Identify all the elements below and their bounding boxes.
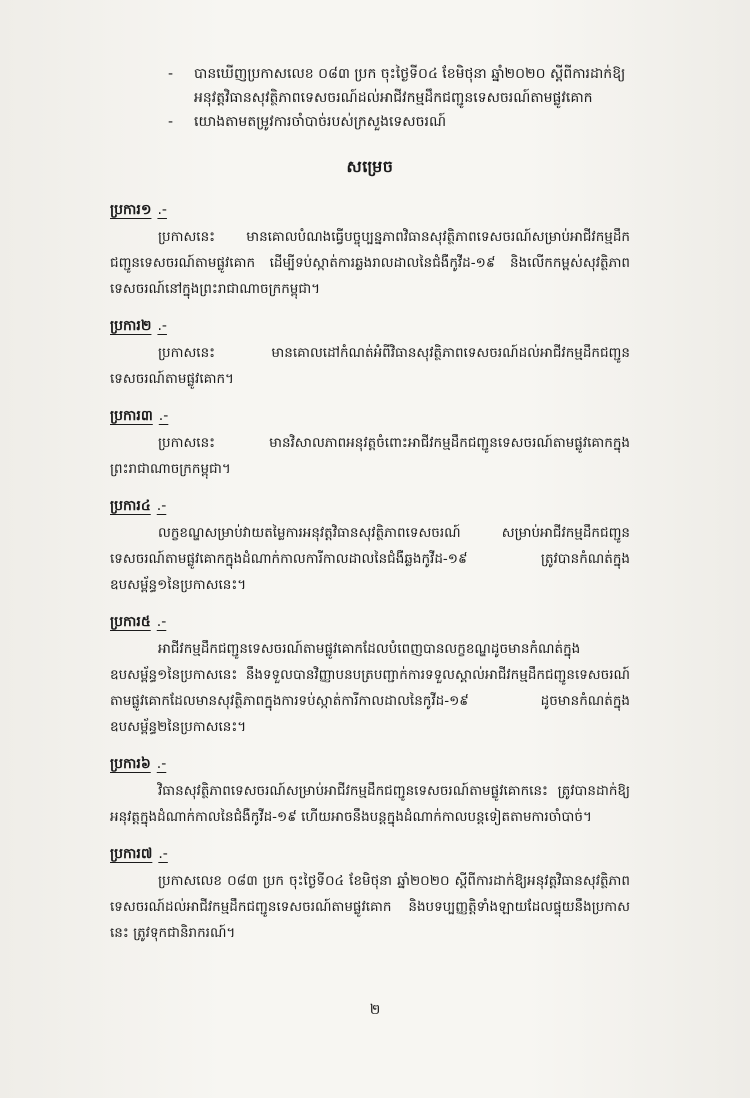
article-title: ប្រការ៦ .- bbox=[110, 756, 167, 772]
article-body: ប្រកាសលេខ ០៨៣ ប្រក ចុះថ្ងៃទី០៤ ខែមិថុនា ឆ្នាំ២០២០ ស្តីពីការដាក់ឱ្យអនុវត្តវិធានសុវត្ថិភាពទេសចរណ៍ដល់អាជីវកម្មដឹកជញ្ជូនទេសចរណ៍តាមផ្លូវគោក និងបទប្បញ្ញត្តិទាំងឡាយដែលផ្ទុយនឹងប្រកាសនេះ ត្រូវទុកជានិរាករណ៍។ bbox=[110, 873, 630, 941]
article-1 bbox=[110, 198, 630, 302]
article-6 bbox=[110, 752, 630, 830]
article-4 bbox=[110, 494, 630, 598]
article-title: ប្រការ២ .- bbox=[110, 318, 167, 334]
article-title: ប្រការ៥ .- bbox=[110, 614, 167, 630]
preamble-item bbox=[168, 110, 630, 134]
decision-heading: សម្រេច bbox=[346, 157, 394, 176]
article-2 bbox=[110, 314, 630, 392]
article-body: ប្រកាសនេះ មានគោលដៅកំណត់អំពីវិធានសុវត្ថិភាពទេសចរណ៍ដល់អាជីវកម្មដឹកជញ្ជូនទេសចរណ៍តាមផ្លូវគោក។ bbox=[110, 345, 630, 387]
preamble-list bbox=[168, 62, 630, 134]
bullet-dash: - bbox=[168, 114, 174, 130]
article-body: វិធានសុវត្ថិភាពទេសចរណ៍សម្រាប់អាជីវកម្មដឹកជញ្ជូនទេសចរណ៍តាមផ្លូវគោកនេះ ត្រូវបានដាក់ឱ្យអនុវត្តក្នុងដំណាក់កាលនៃជំងឺកូវីដ-១៩ ហើយអាចនឹងបន្តក្នុងដំណាក់កាលបន្តទៀតតាមការចាំបាច់។ bbox=[110, 783, 630, 825]
article-3 bbox=[110, 404, 630, 482]
article-7 bbox=[110, 842, 630, 946]
article-body: លក្ខខណ្ឌសម្រាប់វាយតម្លៃការអនុវត្តវិធានសុវត្ថិភាពទេសចរណ៍ សម្រាប់អាជីវកម្មដឹកជញ្ជូនទេសចរណ៍តាមផ្លូវគោកក្នុងដំណាក់កាលការីកាលដាលនៃជំងឺឆ្លងកូវីដ-១៩ ត្រូវបានកំណត់ក្នុងឧបសម្ព័ន្ធ១នៃប្រកាសនេះ។ bbox=[110, 525, 630, 593]
article-title: ប្រការ៧ .- bbox=[110, 846, 168, 862]
preamble-item bbox=[168, 62, 630, 110]
article-body: ប្រកាសនេះ មានគោលបំណងធ្វើបច្ចុប្បន្នភាពវិធានសុវត្ថិភាពទេសចរណ៍សម្រាប់អាជីវកម្មដឹកជញ្ជូនទេសចរណ៍តាមផ្លូវគោក ដើម្បីទប់ស្កាត់ការឆ្លងរាលដាលនៃជំងឺកូវីដ-១៩ និងលើកកម្ពស់សុវត្ថិភាពទេសចរណ៍នៅក្នុងព្រះរាជាណាចក្រកម្ពុជា។ bbox=[110, 229, 630, 297]
page-number: ២ bbox=[369, 1002, 381, 1018]
preamble-text: បានឃើញប្រកាសលេខ ០៨៣ ប្រក ចុះថ្ងៃទី០៤ ខែមិថុនា ឆ្នាំ២០២០ ស្តីពីការដាក់ឱ្យអនុវត្តវិធានសុវត្ថិភាពទេសចរណ៍ដល់អាជីវកម្មដឹកជញ្ជូនទេសចរណ៍តាមផ្លូវគោក bbox=[194, 66, 626, 106]
article-title: ប្រការ៤ .- bbox=[110, 498, 167, 514]
article-body: ប្រកាសនេះ មានវិសាលភាពអនុវត្តចំពោះអាជីវកម្មដឹកជញ្ជូនទេសចរណ៍តាមផ្លូវគោកក្នុងព្រះរាជាណាចក្រកម្ពុជា។ bbox=[110, 435, 630, 477]
article-5 bbox=[110, 610, 630, 740]
article-title: ប្រការ១ .- bbox=[110, 202, 167, 218]
article-body: អាជីវកម្មដឹកជញ្ជូនទេសចរណ៍តាមផ្លូវគោកដែលបំពេញបានលក្ខខណ្ឌដូចមានកំណត់ក្នុងឧបសម្ព័ន្ធ១នៃប្រកាសនេះ នឹងទទួលបានវិញ្ញាបនបត្របញ្ជាក់ការទទួលស្គាល់អាជីវកម្មដឹកជញ្ជូនទេសចរណ៍តាមផ្លូវគោកដែលមានសុវត្ថិភាពក្នុងការទប់ស្កាត់ការីកាលដាលនៃកូវីដ-១៩ ដូចមានកំណត់ក្នុងឧបសម្ព័ន្ធ២នៃប្រកាសនេះ។ bbox=[110, 641, 630, 735]
article-title: ប្រការ៣ .- bbox=[110, 408, 169, 424]
preamble-text: យោងតាមតម្រូវការចាំបាច់របស់ក្រសួងទេសចរណ៍ bbox=[194, 114, 447, 130]
bullet-dash: - bbox=[168, 66, 174, 82]
